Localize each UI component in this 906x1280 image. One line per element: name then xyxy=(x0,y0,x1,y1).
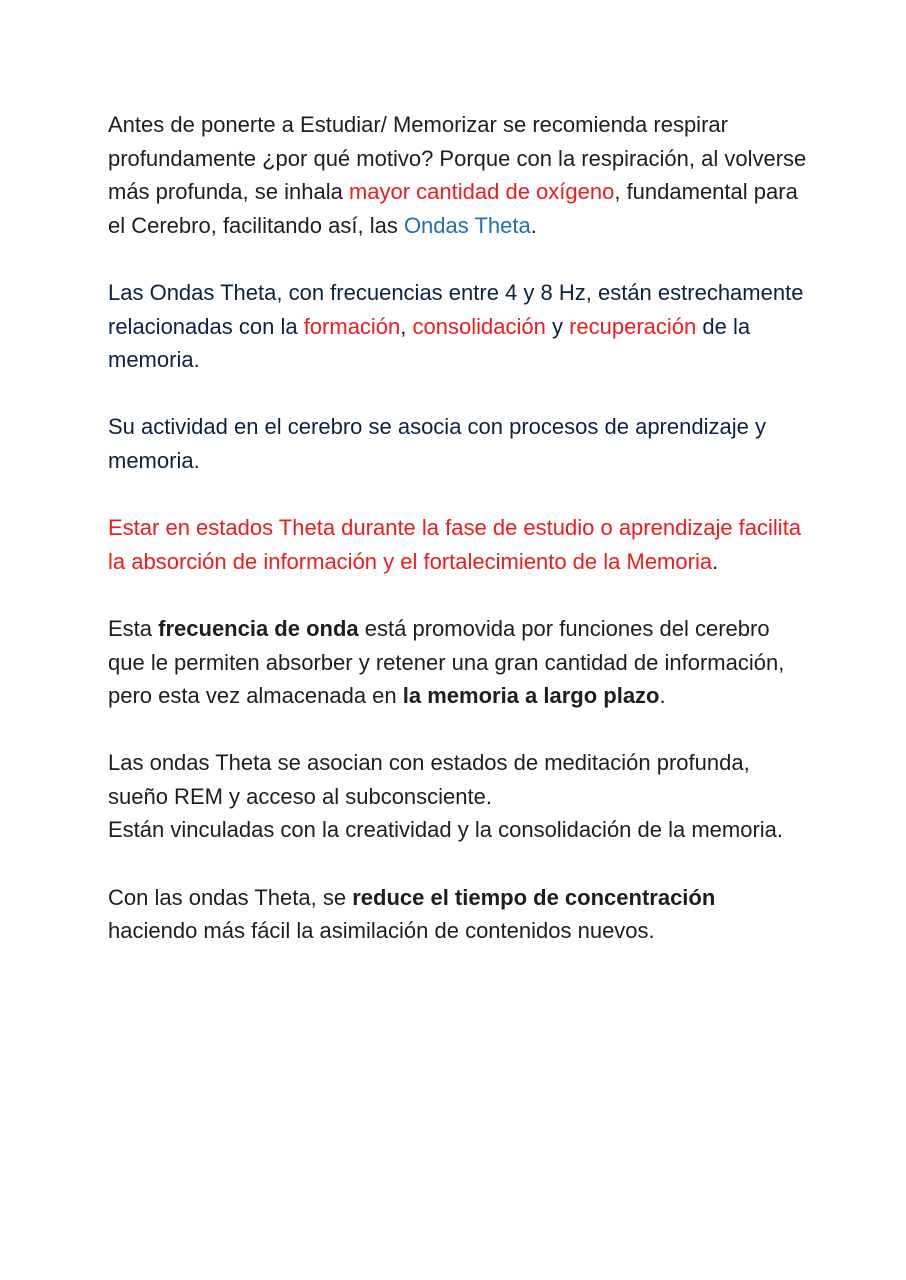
paragraph-activity xyxy=(108,410,808,477)
highlight-oxygen: mayor cantidad de oxígeno xyxy=(348,179,615,205)
highlight-theta-waves: Ondas Theta xyxy=(403,212,531,238)
text-run: . xyxy=(712,548,719,574)
paragraph-creativity xyxy=(108,813,808,847)
paragraph-breathing xyxy=(108,108,808,242)
text-run: . xyxy=(659,683,666,709)
bold-long-term-memory: la memoria a largo plazo xyxy=(402,683,660,709)
text-run: Las ondas Theta se asocian con estados de meditación profunda, sueño REM y acceso al subconsciente. xyxy=(108,750,750,809)
paragraph-wave-frequency xyxy=(108,612,808,713)
text-run: de la memoria. xyxy=(108,313,751,373)
text-run: Esta xyxy=(108,615,159,641)
text-run: , fundamental para el Cerebro, facilitando así, las xyxy=(108,179,798,238)
text-run: , xyxy=(400,313,413,339)
highlight-formation: formación xyxy=(303,313,401,339)
bold-concentration: reduce el tiempo de concentración xyxy=(352,884,716,910)
text-run: Con las ondas Theta, se xyxy=(108,884,353,910)
paragraph-meditation xyxy=(108,746,808,813)
text-run: Su actividad en el cerebro se asocia con procesos de aprendizaje y memoria. xyxy=(108,414,766,473)
paragraph-theta-states xyxy=(108,511,808,578)
highlight-recovery: recuperación xyxy=(569,313,697,339)
text-run: haciendo más fácil la asimilación de contenidos nuevos. xyxy=(108,918,655,944)
paragraph-frequency xyxy=(108,276,808,377)
paragraph-concentration xyxy=(108,881,808,948)
highlight-consolidation: consolidación xyxy=(412,313,546,339)
text-run: Están vinculadas con la creatividad y la consolidación de la memoria. xyxy=(108,817,784,843)
bold-wave-frequency: frecuencia de onda xyxy=(158,615,359,641)
text-run: Antes de ponerte a Estudiar/ Memorizar se recomienda respirar profundamente ¿por qué motivo? Porque con la respiración, al volverse más profunda, se inhala xyxy=(108,112,807,205)
highlight-theta-states: Estar en estados Theta durante la fase de estudio o aprendizaje facilita la absorción de información y el fortalecimiento de la Memoria xyxy=(108,515,802,574)
text-run: está promovida por funciones del cerebro que le permiten absorber y retener una gran cantidad de información, pero esta vez almacenada en xyxy=(108,615,785,709)
text-run: Las Ondas Theta, con frecuencias entre 4 y 8 Hz, están estrechamente relacionadas con la xyxy=(108,279,804,339)
document-page xyxy=(108,108,808,981)
text-run: y xyxy=(545,313,570,339)
text-run: . xyxy=(530,212,537,238)
